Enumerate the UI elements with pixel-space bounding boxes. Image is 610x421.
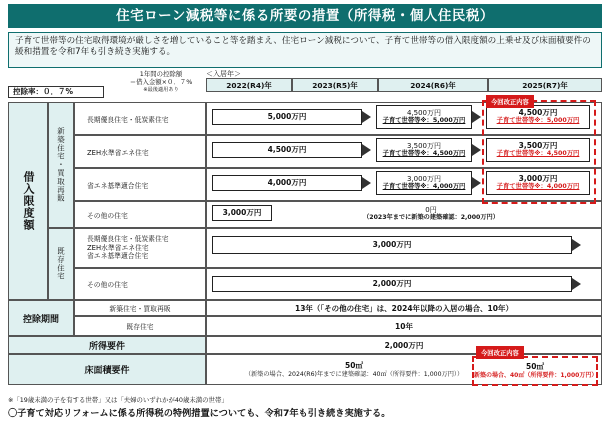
footnote: ※「19歳未満の子を有する世帯」又は「夫婦のいずれかが40歳未満の世帯」: [8, 396, 228, 404]
arrow-icon: [472, 144, 481, 156]
floor-area-top: 50㎡: [345, 360, 363, 370]
value-text: 50㎡: [526, 362, 544, 371]
limit-note-line: ＝借入金額×０．７%: [129, 78, 193, 87]
row-existing-efficient: [74, 228, 206, 268]
value-text: 4,000万円: [267, 177, 307, 187]
arrow-icon: [572, 278, 581, 290]
arrow-icon: [472, 177, 481, 189]
value-text: 5,000万円: [267, 111, 307, 121]
floor-r7-value: [474, 362, 596, 380]
deduction-rate: 控除率：０．７%: [8, 86, 104, 98]
year-header: 2024(R6)年: [378, 78, 488, 92]
deduction-period-label: 控除期間: [8, 300, 74, 336]
revision-tag-limit: 今回改正内容: [486, 95, 534, 108]
value-row2-base: [212, 142, 362, 158]
period-new-value: 13年（「その他の住宅」は、2024年以降の入居の場合、10年）: [206, 300, 602, 316]
value-text: 4,500万円: [406, 108, 442, 117]
value-text: 3,000万円: [518, 173, 558, 183]
year-header: 2022(R4)年: [206, 78, 292, 92]
limit-note-line: 1年間の控除額: [139, 70, 183, 78]
existing-label-line: 長期優良住宅・低炭素住宅: [87, 235, 169, 244]
row-zeh: ZEH水準省エネ住宅: [74, 135, 206, 168]
existing-label-line: ZEH水準省エネ住宅: [87, 243, 149, 252]
value-text: 2,000万円: [372, 278, 412, 288]
intro-text: 子育て世帯等の住宅取得環境が厳しさを増していること等を踏まえ、住宅ローン減税について、子育て世帯等の借入限度額の上乗せ及び床面積要件の緩和措置を令和7年も引き続き実施する。: [8, 32, 602, 68]
value-text: 3,000万円: [372, 239, 412, 249]
year-caption: ＜入居年＞: [206, 70, 241, 78]
floor-area-label: 床面積要件: [8, 354, 206, 385]
value-row1-base: [212, 109, 362, 125]
borrow-limit-label: 借入限度額: [8, 102, 48, 300]
existing-label-line: 省エネ基準適合住宅: [87, 252, 149, 261]
value-text: 4,500万円: [518, 107, 558, 117]
value-text: 3,500万円: [406, 141, 442, 150]
value-row2-r6: [376, 138, 472, 162]
arrow-icon: [472, 111, 481, 123]
row-long-term-quality: 長期優良住宅・低炭素住宅: [74, 102, 206, 135]
year-header: 2023(R5)年: [292, 78, 378, 92]
row-energy-standard: 省エネ基準適合住宅: [74, 168, 206, 201]
income-req-value: 2,000万円: [206, 336, 602, 354]
floor-area-sub: （新築の場合、2024(R6)年までに建築確認：40㎡（所得要件：1,000万円））: [244, 370, 464, 378]
value-existing-other: [212, 276, 572, 292]
period-existing-label: 既存住宅: [74, 316, 206, 336]
value-text: 0円: [425, 205, 437, 214]
value-text: 子育て世帯等※：4,000万円: [382, 183, 466, 190]
revision-tag-floor: 今回改正内容: [476, 346, 524, 359]
value-text: 新築の場合、40㎡（所得要件：1,000万円）: [474, 372, 598, 379]
value-row3-r6: [376, 171, 472, 195]
arrow-icon: [362, 111, 371, 123]
arrow-icon: [572, 239, 581, 251]
page-title: 住宅ローン減税等に係る所要の措置（所得税・個人住民税）: [8, 4, 602, 28]
income-req-label: 所得要件: [8, 336, 206, 354]
value-text: 子育て世帯等※：5,000万円: [496, 117, 580, 124]
revision-highlight-limit: [482, 100, 596, 204]
arrow-icon: [362, 144, 371, 156]
value-text: 3,500万円: [518, 140, 558, 150]
period-existing-value: 10年: [206, 316, 602, 336]
value-text: 3,000万円: [406, 174, 442, 183]
year-header: 2025(R7)年: [488, 78, 602, 92]
value-text: 子育て世帯等※：4,500万円: [496, 150, 580, 157]
period-new-label: 新築住宅・買取再販: [74, 300, 206, 316]
value-row3-base: [212, 175, 362, 191]
value-row1-r6: [376, 105, 472, 129]
new-housing-label: 新築住宅・買取再販: [48, 102, 74, 228]
value-row4-after: [272, 203, 590, 225]
value-text: （2023年までに新築の建築確認：2,000万円）: [363, 214, 499, 221]
value-existing-efficient: [212, 236, 572, 254]
value-row4-base: [212, 205, 272, 221]
value-text: 4,500万円: [267, 144, 307, 154]
arrow-icon: [362, 177, 371, 189]
row-existing-other: その他の住宅: [74, 268, 206, 300]
existing-housing-label: 既存住宅: [48, 228, 74, 300]
bottom-note: 〇子育て対応リフォームに係る所得税の特例措置についても、令和7年も引き続き実施する。: [8, 408, 391, 419]
value-text: 子育て世帯等※：4,000万円: [496, 183, 580, 190]
limit-note-line: ※最後適用あり: [143, 87, 179, 94]
value-text: 3,000万円: [222, 207, 262, 217]
row-other-new: その他の住宅: [74, 201, 206, 228]
value-text: 子育て世帯等※：4,500万円: [382, 150, 466, 157]
value-text: 子育て世帯等※：5,000万円: [382, 117, 466, 124]
